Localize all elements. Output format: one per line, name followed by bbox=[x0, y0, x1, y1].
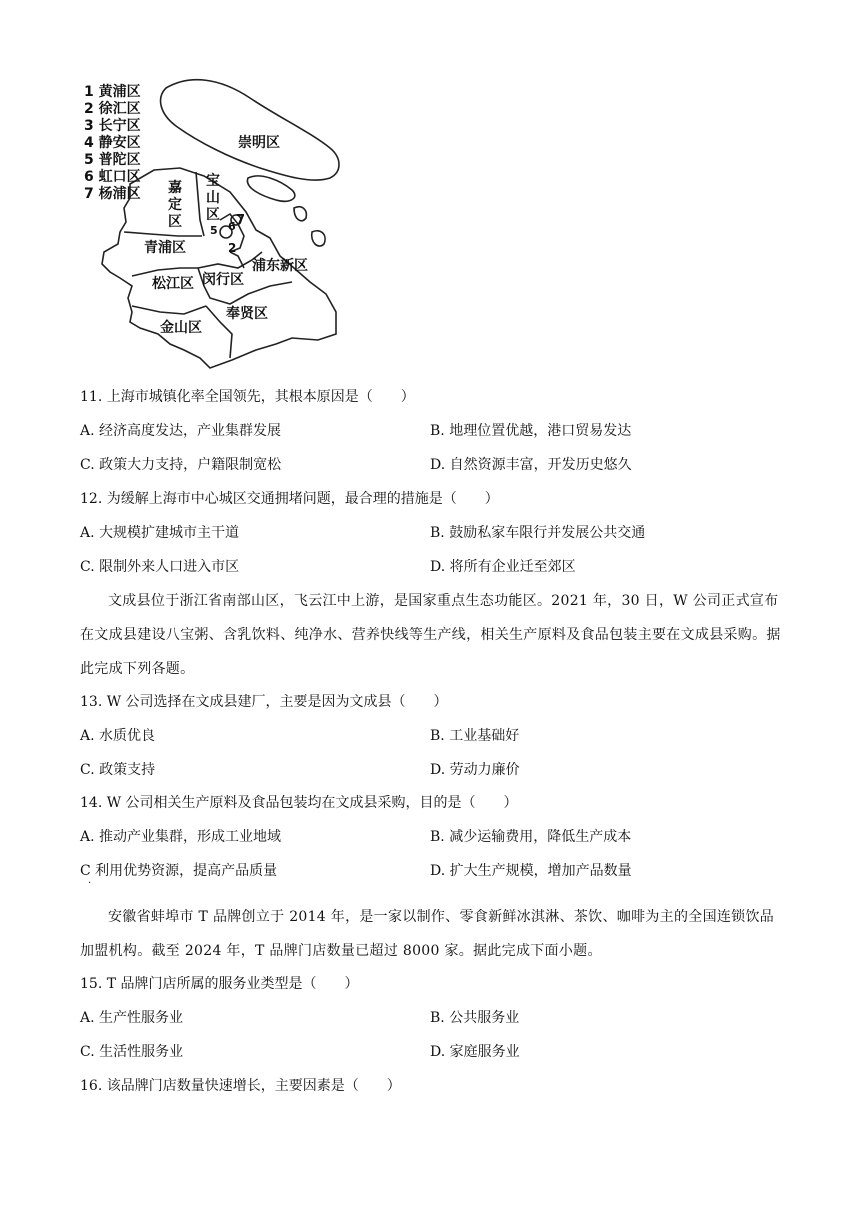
q13-option-c[interactable]: C. 政策支持 bbox=[80, 762, 156, 778]
q15-option-d[interactable]: D. 家庭服务业 bbox=[430, 1044, 520, 1060]
label-num7: 7 bbox=[236, 213, 246, 228]
q14-option-b[interactable]: B. 减少运输费用，降低生产成本 bbox=[430, 829, 632, 845]
q12-option-b[interactable]: B. 鼓励私家车限行并发展公共交通 bbox=[430, 525, 646, 541]
legend-item: 6 虹口区 bbox=[84, 169, 141, 185]
district-legend bbox=[84, 84, 141, 203]
q15-option-b[interactable]: B. 公共服务业 bbox=[430, 1010, 520, 1026]
changxing-island bbox=[247, 176, 294, 201]
q11-option-a[interactable]: A. 经济高度发达，产业集群发展 bbox=[80, 423, 282, 439]
question-11-stem: 11. 上海市城镇化率全国领先，其根本原因是（ ） bbox=[80, 389, 415, 405]
label-jia: 嘉 bbox=[168, 180, 182, 196]
q12-option-c[interactable]: C. 限制外来人口进入市区 bbox=[80, 559, 240, 575]
question-16-stem: 16. 该品牌门店数量快速增长，主要因素是（ ） bbox=[80, 1078, 401, 1094]
q13-option-a[interactable]: A. 水质优良 bbox=[80, 728, 156, 744]
legend-item: 3 长宁区 bbox=[84, 118, 141, 134]
label-bao: 宝 bbox=[206, 173, 220, 189]
label-songjiang: 松江区 bbox=[152, 276, 194, 292]
q13-option-d[interactable]: D. 劳动力廉价 bbox=[430, 762, 520, 778]
label-num6: 6 bbox=[228, 220, 236, 233]
q15-option-c[interactable]: C. 生活性服务业 bbox=[80, 1044, 184, 1060]
question-12-stem: 12. 为缓解上海市中心城区交通拥堵问题，最合理的措施是（ ） bbox=[80, 491, 499, 507]
border-jiading-baoshan bbox=[196, 172, 204, 236]
q13-option-b[interactable]: B. 工业基础好 bbox=[430, 728, 520, 744]
legend-item: 4 静安区 bbox=[84, 135, 141, 151]
question-15-stem: 15. T 品牌门店所属的服务业类型是（ ） bbox=[80, 976, 359, 992]
border-qingpu-songjiang bbox=[132, 268, 198, 276]
q14-option-d[interactable]: D. 扩大生产规模，增加产品数量 bbox=[430, 863, 632, 879]
q14-option-c[interactable]: C 利用优势资源，提高产品质量 bbox=[80, 863, 278, 879]
passage-bengbu: 安徽省蚌埠市 T 品牌创立于 2014 年，是一家以制作、零食新鲜冰淇淋、茶饮、咖啡为主的全国连锁饮品加盟机构。截至 2024 年，T 品牌门店数量已超过 8000 家。据此完成下面小题。 bbox=[80, 909, 775, 959]
border-jiading-qingpu bbox=[124, 232, 202, 236]
label-qingpu: 青浦区 bbox=[144, 240, 186, 256]
label-fengxian: 奉贤区 bbox=[226, 306, 268, 322]
small-island bbox=[312, 231, 325, 246]
label-ding: 定 bbox=[168, 197, 182, 213]
question-14-stem: 14. W 公司相关生产原料及食品包装均在文成县采购，目的是（ ） bbox=[80, 795, 518, 811]
q15-option-a[interactable]: A. 生产性服务业 bbox=[80, 1010, 184, 1026]
border-songjiang-jinshan bbox=[132, 306, 206, 314]
q14-option-a[interactable]: A. 推动产业集群，形成工业地域 bbox=[80, 829, 282, 845]
chongming-outline bbox=[161, 80, 339, 180]
label-chongming: 崇明区 bbox=[238, 135, 280, 151]
label-qu-baoshan: 区 bbox=[206, 207, 220, 223]
label-qu-jiading: 区 bbox=[168, 214, 182, 230]
stray-dot: · bbox=[88, 878, 92, 889]
q11-option-c[interactable]: C. 政策大力支持，户籍限制宽松 bbox=[80, 457, 282, 473]
label-num2: 2 bbox=[228, 241, 237, 255]
legend-item: 5 普陀区 bbox=[84, 152, 141, 168]
question-13-stem: 13. W 公司选择在文成县建厂，主要是因为文成县（ ） bbox=[80, 694, 448, 710]
label-pudong: 浦东新区 bbox=[252, 258, 308, 274]
q11-option-b[interactable]: B. 地理位置优越，港口贸易发达 bbox=[430, 423, 632, 439]
q11-option-d[interactable]: D. 自然资源丰富，开发历史悠久 bbox=[430, 457, 632, 473]
label-shan: 山 bbox=[206, 190, 220, 206]
legend-item: 1 黄浦区 bbox=[84, 84, 141, 100]
hengsha-island bbox=[294, 207, 306, 221]
legend-item: 7 杨浦区 bbox=[84, 186, 141, 202]
q12-option-d[interactable]: D. 将所有企业迁至郊区 bbox=[430, 559, 576, 575]
legend-item: 2 徐汇区 bbox=[84, 101, 141, 117]
label-jinshan: 金山区 bbox=[160, 320, 202, 336]
q12-option-a[interactable]: A. 大规模扩建城市主干道 bbox=[80, 525, 240, 541]
label-minhang: 闵行区 bbox=[202, 272, 244, 288]
passage-wencheng: 文成县位于浙江省南部山区，飞云江中上游，是国家重点生态功能区。2021 年，30 日，W 公司正式宣布在文成县建设八宝粥、含乳饮料、纯净水、营养快线等生产线，相关生产原料及食品包装主要在文成县采购。据此完成下列各题。 bbox=[80, 593, 781, 677]
label-num5: 5 bbox=[210, 224, 218, 237]
